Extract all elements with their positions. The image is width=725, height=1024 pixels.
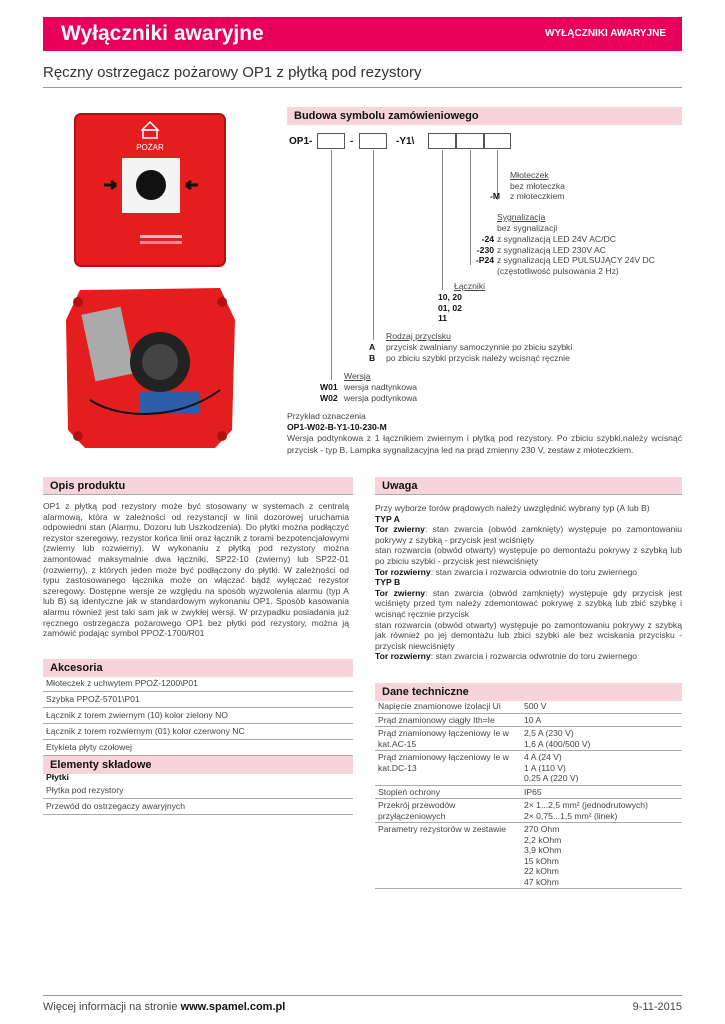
table-row: [375, 727, 682, 751]
hammer-with: z młoteczkiem: [510, 191, 565, 201]
version-code-w01: W01: [320, 382, 338, 392]
list-item: Przewód do ostrzegaczy awaryjnych: [43, 799, 353, 815]
version-desc-w02: wersja podtynkowa: [344, 392, 418, 403]
table-row: [375, 700, 682, 713]
signal-code-p24: -P24: [475, 255, 494, 266]
spec-key: Prąd znamionowy ciągły Ith=Ie: [375, 713, 521, 727]
signal-desc-freq: (częstotliwość pulsowania 2 Hz): [497, 265, 619, 276]
header-bar: [43, 17, 682, 51]
example-desc: Wersja podtynkowa z 1 łącznikiem zwiernym i płytką pod rezystory. Po zbiciu szybki,należy wcisnąć przycisk - typ B. Lampka sygnalizacyjna led na prąd zmienny 230 V, zestaw z młoteczkiem.: [287, 433, 682, 456]
code-box-switch: [428, 133, 456, 149]
notice-type-a: TYP A: [375, 513, 400, 524]
components-header: Elementy składowe: [43, 756, 353, 774]
signal-desc-230: z sygnalizacją LED 230V AC: [497, 244, 606, 255]
device-front-photo: [70, 110, 230, 270]
hammer-label: Młoteczek: [510, 170, 549, 180]
table-row: [375, 785, 682, 799]
product-subtitle: Ręczny ostrzegacz pożarowy OP1 z płytką pod rezystory: [43, 64, 422, 81]
footer-link[interactable]: www.spamel.com.pl: [180, 1001, 286, 1013]
footer-date: 9-11-2015: [632, 1001, 682, 1013]
type-code-a: A: [369, 342, 376, 352]
list-item: Młoteczek z uchwytem PPOŻ-1200\P01: [43, 676, 353, 692]
hammer-code: -M: [490, 191, 501, 201]
specs-header: Dane techniczne: [375, 683, 682, 701]
spec-value-line: 270 Ohm: [524, 824, 560, 834]
code-prefix: OP1-: [289, 136, 313, 147]
spec-key: Prąd znamionowy łączeniowy Ie w kat.DC-13: [375, 751, 521, 786]
notice-type-b: TYP B: [375, 577, 401, 588]
signal-label: Sygnalizacja: [497, 212, 546, 222]
spec-value: [521, 700, 682, 713]
notice-line: Przy wyborze torów prądowych należy uwzględnić wybrany typ (A lub B): [375, 503, 650, 513]
signal-desc-p24: z sygnalizacją LED PULSUJĄCY 24V DC: [497, 255, 655, 266]
components-list: [43, 772, 353, 815]
example-label: Przykład oznaczenia: [287, 411, 366, 421]
description-text: OP1 z płytką pod rezystory może być stosowany w systemach z centralą alarmową, która w zależności od rezystancji w linii dozorowej uruchamia odpowiedni stan (Alarmu, Dozoru lub Uszkodzenia). Do płytki można podłączyć rezystor szeregowy, rezystor końca linii oraz łącznik z torami bezpotencjałowymi (zwierny lub rozwierny). W wykonaniu z płytką pod rezystory można zamontować maksymalnie dwa łączniki, SP22-10 (zwierny) lub SP22-01 (rozwierny), z których jeden może być podłączony do płytki. W zależności od typu zastosowanego łącznika może on włączać bądź wyłączać rezystor szeregowy. Dostępne wersje ze względu na sposób wyzwolenia alarmu (typ A lub B) są identyczne jak w standardowym wykonaniu OP1. Sposób kasowania alarmu również jest taki sam jak w zwykłej wersji. W przypadku posiadania już ręcznego ostrzegacza pożarowego OP1 bez płytki pod rezystory, można ją zamówić podając symbol PPOŻ-1700/R01: [43, 501, 349, 639]
spec-value-line: 1 A (110 V): [524, 762, 566, 773]
spec-key: Parametry rezystorów w zestawie: [375, 823, 521, 889]
spec-value-line: 500 V: [524, 701, 547, 711]
list-item: Szybka PPOŻ-5701\P01: [43, 692, 353, 708]
spec-value: [521, 713, 682, 727]
signal-none: bez sygnalizacji: [497, 222, 558, 233]
type-desc-a: przycisk zwalniany samoczynnie po zbiciu szybki: [386, 342, 573, 352]
spec-key: Przekrój przewodów przyłączeniowych: [375, 799, 521, 823]
example-code: OP1-W02-B-Y1-10-230-M: [287, 421, 387, 432]
switch-code-2: 01, 02: [438, 302, 462, 313]
spec-value: [521, 799, 682, 823]
type-label: Rodzaj przycisku: [386, 331, 451, 341]
signal-code-24: -24: [481, 234, 494, 244]
type-code-b: B: [369, 352, 376, 363]
switch-code-1: 10, 20: [438, 292, 462, 302]
table-row: [375, 713, 682, 727]
spec-value-line: 15 kOhm: [524, 855, 559, 866]
spec-value: [521, 823, 682, 889]
accessories-header: Akcesoria: [43, 659, 353, 677]
spec-value-line: IP65: [524, 786, 542, 797]
category-label: WYŁĄCZNIKI AWARYJNE: [545, 28, 666, 39]
spec-value-line: 3,9 kOhm: [524, 845, 562, 855]
accessories-list: [43, 676, 353, 756]
device-label: POŻAR: [136, 143, 164, 152]
version-label: Wersja: [344, 371, 371, 381]
spec-value: [521, 785, 682, 799]
version-code-w02: W02: [320, 392, 338, 403]
order-symbol-header: Budowa symbolu zamówieniowego: [287, 107, 682, 125]
footer-text: Więcej informacji na stronie www.spamel.com.pl: [43, 1001, 286, 1013]
hammer-none: bez młoteczka: [510, 180, 565, 191]
switch-code-3: 11: [438, 313, 448, 324]
list-item: Płytka pod rezystory: [43, 783, 353, 799]
spec-value-line: 4 A (24 V): [524, 752, 562, 762]
signal-desc-24: z sygnalizacją LED 24V AC/DC: [497, 234, 616, 244]
spec-value: [521, 727, 682, 751]
spec-value-line: 2,2 kOhm: [524, 834, 562, 845]
spec-value-line: 10 A: [524, 714, 542, 725]
notice-body: Przy wyborze torów prądowych należy uwzględnić wybrany typ (A lub B) TYP A Tor zwierny: stan zwarcia (obwód zamknięty) występuje po zamontowaniu pokrywy z szybką - przycisk jest wciśnięty stan rozwarcia (obwód otwarty) występuje po demontażu pokrywy z szybką lub po zbiciu szybki - przycisk jest niewciśnięty Tor rozwierny: stan zwarcia i rozwarcia odwrotnie do toru zwiernego TYP B Tor zwierny: stan zwarcia (obwód zamknięty) występuje gdy przycisk jest wciśnięty przed tym należy zdemontować pokrywę z szybką lub zbić szybkę i wcisnąć ręcznie przycisk stan rozwarcia (obwód otwarty) występuje po zamontowaniu pokrywy z szybką jak również po jej demontażu lub zbici szybki ale bez wciskania przycisku - przycisk niewciśnięty Tor rozwierny: stan zwarcia i rozwarcia odwrotnie do toru zwiernego: [375, 503, 682, 662]
spec-value-line: 2,5 A (230 V): [524, 728, 574, 738]
components-sub: Płytki: [46, 772, 69, 782]
list-item: Łącznik z torem rozwiernym (01) kolor czerwony NC: [43, 724, 353, 740]
table-row: [375, 751, 682, 786]
spec-value-line: 22 kOhm: [524, 866, 559, 876]
list-item: Łącznik z torem zwiernym (10) kolor zielony NO: [43, 708, 353, 724]
signal-code-230: -230: [476, 244, 494, 255]
code-dash: -: [350, 136, 354, 147]
divider: [43, 87, 682, 88]
page-title: Wyłączniki awaryjne: [61, 22, 264, 45]
spec-key: Prąd znamionowy łączeniowy Ie w kat.AC-15: [375, 727, 521, 751]
spec-value-line: 47 kOhm: [524, 876, 559, 887]
footer-divider: [43, 995, 682, 996]
code-box-type: [359, 133, 387, 149]
code-box-hammer: [484, 133, 511, 149]
list-item: Etykieta płyty czołowej: [43, 740, 353, 756]
code-box-version: [317, 133, 345, 149]
description-header: Opis produktu: [43, 477, 353, 495]
spec-value-line: 0,25 A (220 V): [524, 773, 579, 783]
type-desc-b: po zbiciu szybki przycisk należy wcisnąć ręcznie: [386, 352, 570, 363]
table-row: [375, 799, 682, 823]
spec-value-line: 2× 1...2,5 mm² (jednodrutowych): [524, 800, 648, 810]
spec-key: Napięcie znamionowe izolacji Ui: [375, 700, 521, 713]
spec-key: Stopień ochrony: [375, 785, 521, 799]
version-desc-w01: wersja nadtynkowa: [344, 382, 418, 392]
spec-value-line: 1,6 A (400/500 V): [524, 738, 591, 749]
code-y1: -Y1\: [396, 136, 415, 147]
table-row: [375, 823, 682, 889]
code-box-signal: [456, 133, 484, 149]
switch-label: Łączniki: [454, 281, 486, 291]
spec-value: [521, 751, 682, 786]
specs-table: [375, 700, 682, 889]
spec-value-line: 2× 0,75...1,5 mm² (linek): [524, 810, 618, 821]
device-open-photo: [60, 280, 240, 455]
notice-header: Uwaga: [375, 477, 682, 495]
